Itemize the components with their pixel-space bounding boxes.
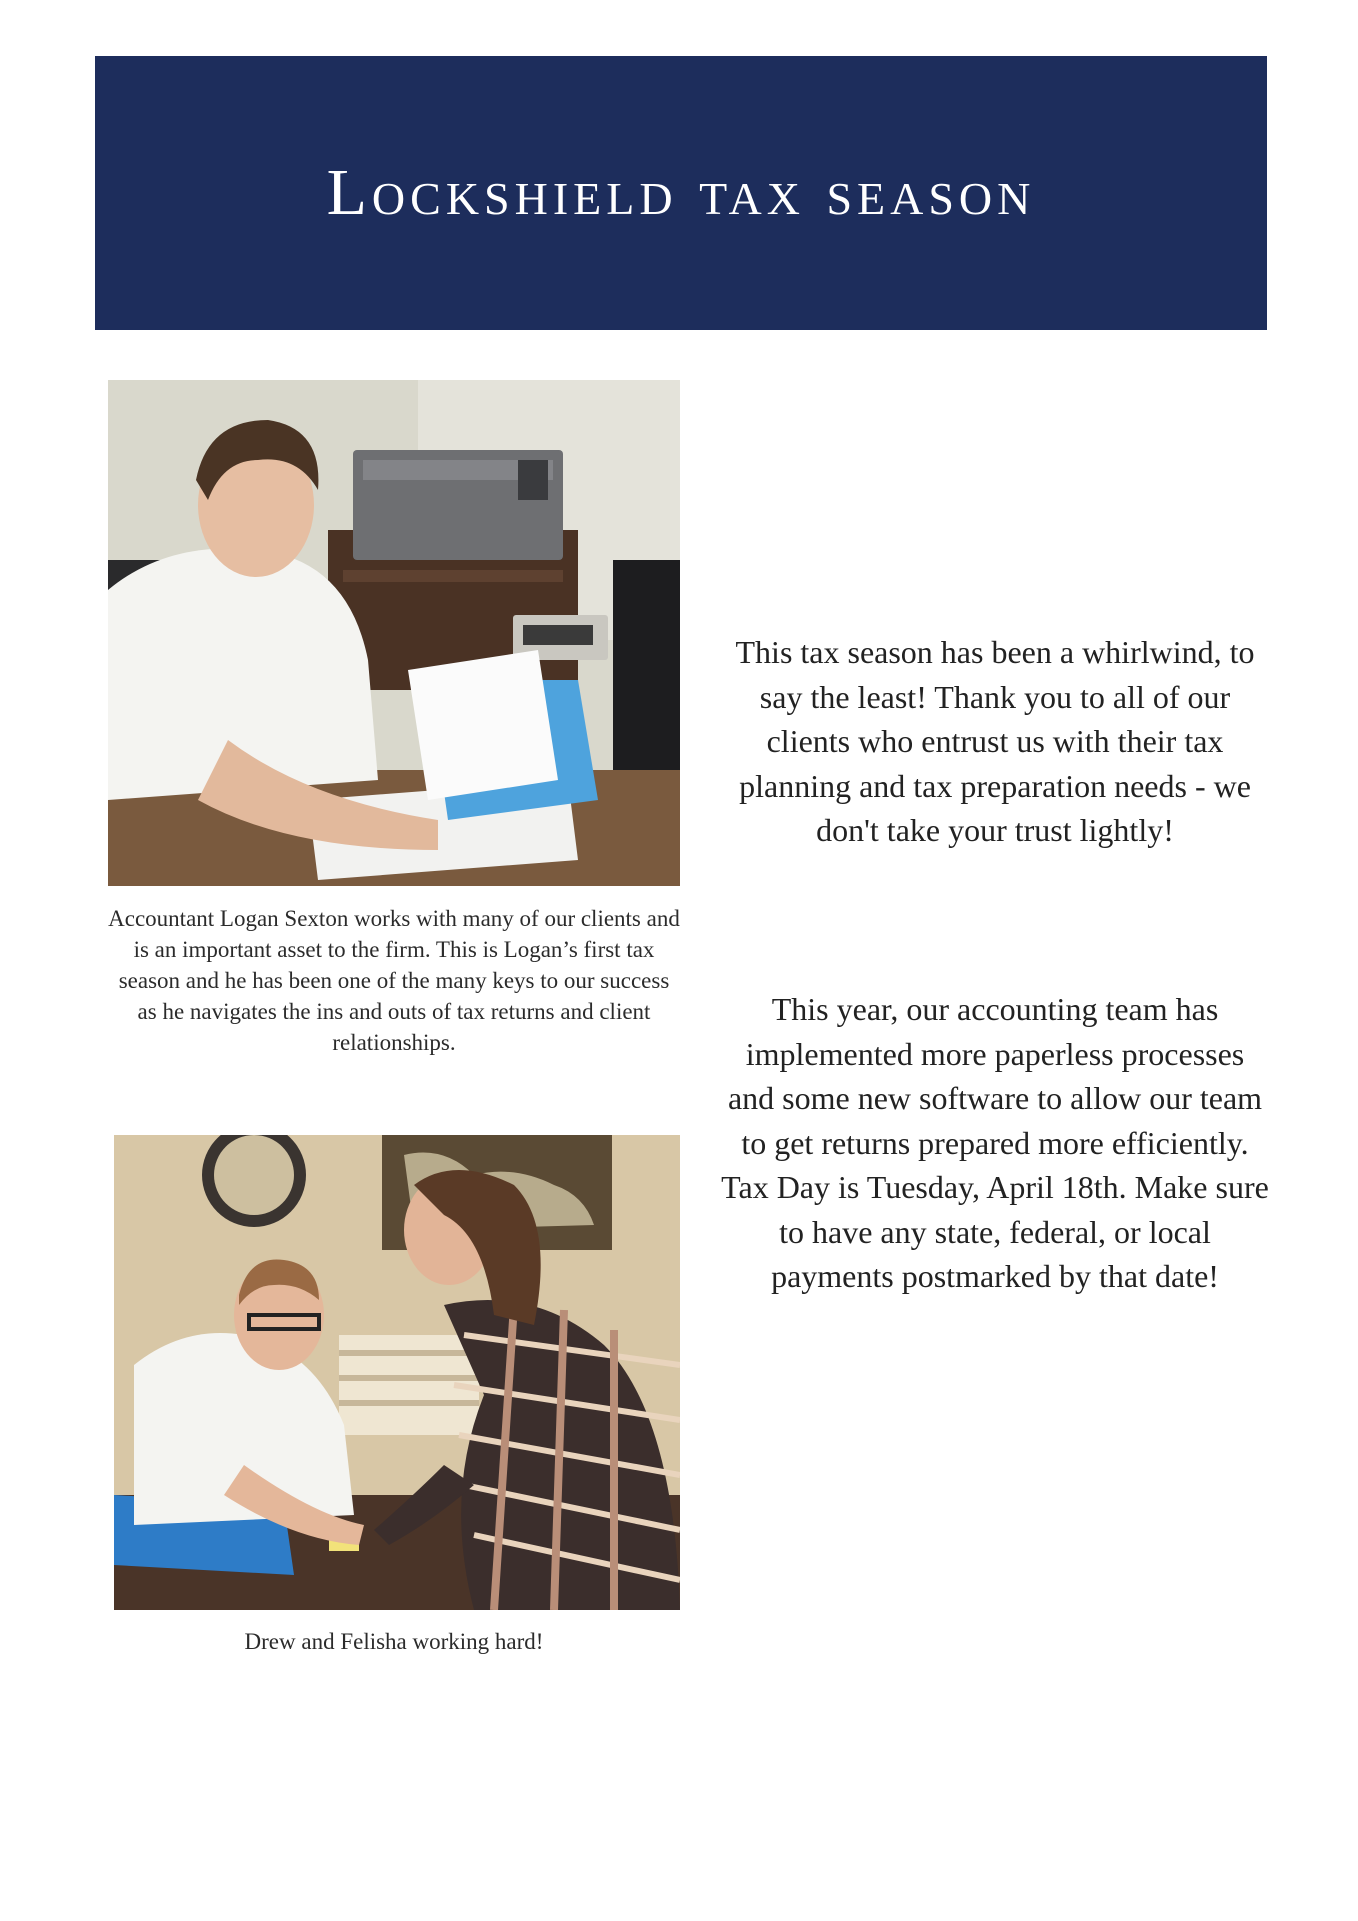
office-desk-photo-icon bbox=[108, 380, 680, 886]
photo-caption-drew-felisha: Drew and Felisha working hard! bbox=[244, 1629, 544, 1654]
photo-illustration-accountant bbox=[108, 380, 680, 886]
coworkers-desk-photo-icon bbox=[114, 1135, 680, 1610]
header-banner bbox=[95, 56, 1267, 330]
photo-caption-logan: Accountant Logan Sexton works with many of our clients and is an important asset to the firm. This is Logan’s first tax season and he has been one of the many keys to our success as he navigates the ins and outs of tax returns and client relationships. bbox=[108, 906, 680, 1055]
article-paragraph-tax-day: This year, our accounting team has implemented more paperless processes and some new software to allow our team to get returns prepared more efficiently. Tax Day is Tuesday, April 18th. Make sure to have any state, federal, or local payments postmarked by that date! bbox=[721, 991, 1269, 1294]
page-title: Lockshield tax season bbox=[326, 156, 1036, 229]
photo-illustration-coworkers bbox=[114, 1135, 680, 1610]
article-paragraph-thanks: This tax season has been a whirlwind, to say the least! Thank you to all of our clients who entrust us with their tax planning and tax preparation needs - we don't take your trust lightly! bbox=[735, 634, 1255, 848]
